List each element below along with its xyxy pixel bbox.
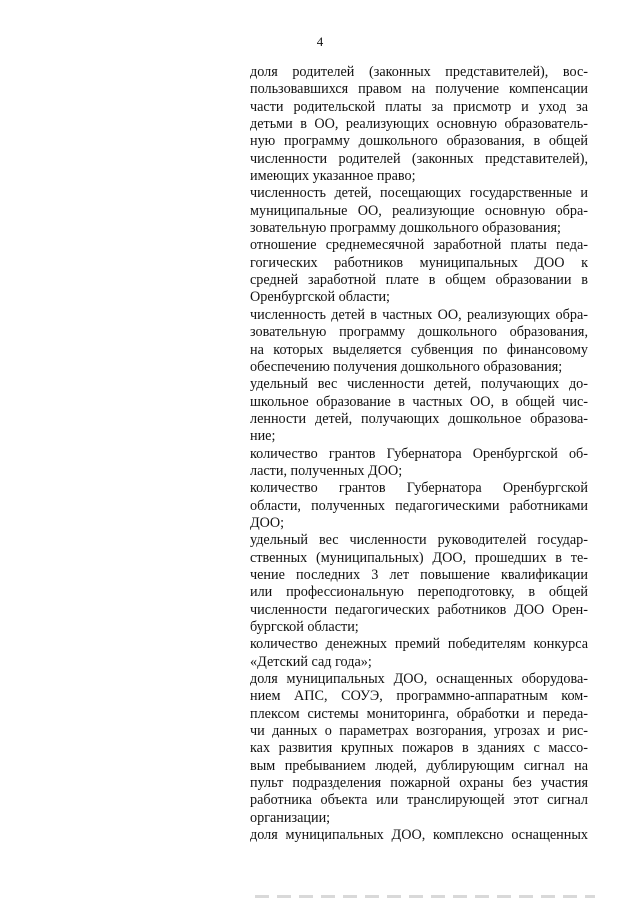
text-line: удельный вес численности детей, получающих до- — [250, 376, 588, 393]
text-line: ную программу дошкольного образования, в общей — [250, 133, 588, 150]
document-body — [250, 64, 588, 844]
text-line: имеющих указанное право; — [250, 168, 416, 185]
text-line: «Детский сад года»; — [250, 653, 372, 670]
text-line: удельный вес численности руководителей государ- — [250, 532, 588, 549]
text-line: чение последних 3 лет повышение квалификации — [250, 566, 588, 583]
text-line: плексом системы мониторинга, обработки и переда- — [250, 705, 588, 722]
text-line: численности родителей (законных представителей), — [250, 150, 588, 167]
text-line: Оренбургской области; — [250, 289, 390, 306]
text-line: отношение среднемесячной заработной платы педа- — [250, 237, 588, 254]
text-line: количество грантов Губернатора Оренбургской об- — [250, 445, 588, 462]
text-line: пульт подразделения пожарной охраны без участия — [250, 775, 588, 792]
text-line: школьное образование в частных ОО, в общей чис- — [250, 393, 588, 410]
text-line: численность детей в частных ОО, реализующих обра- — [250, 306, 588, 323]
text-line: численности педагогических работников ДОО Орен- — [250, 601, 588, 618]
text-line: зовательную программу дошкольного образования; — [250, 220, 561, 237]
text-line: или профессиональную переподготовку, в общей — [250, 584, 588, 601]
text-line: количество грантов Губернатора Оренбургской — [250, 480, 588, 497]
text-line: области, полученных педагогическими работниками — [250, 497, 588, 514]
text-line: ласти, полученных ДОО; — [250, 462, 403, 479]
text-line: доля муниципальных ДОО, оснащенных оборудова- — [250, 671, 588, 688]
text-line: средней заработной плате в общем образовании в — [250, 272, 588, 289]
text-line: на которых выделяется субвенция по финансовому — [250, 341, 588, 358]
text-line: нием АПС, СОУЭ, программно-аппаратным ком- — [250, 688, 588, 705]
text-line: чи данных о параметрах возгорания, угрозах и рис- — [250, 723, 588, 740]
text-line: численность детей, посещающих государственные и — [250, 185, 588, 202]
text-line: количество денежных премий победителям конкурса — [250, 636, 588, 653]
text-line: муниципальные ОО, реализующие основную обра- — [250, 202, 588, 219]
text-line: работника объекта или транслирующей этот сигнал — [250, 792, 588, 809]
text-line: вым пребыванием людей, дублирующим сигнал на — [250, 757, 588, 774]
text-line: детьми в ОО, реализующих основную образователь- — [250, 116, 588, 133]
text-lines — [250, 64, 588, 844]
text-line: гогических работников муниципальных ДОО к — [250, 254, 588, 271]
text-line: доля муниципальных ДОО, комплексно оснащенных — [250, 827, 588, 844]
text-line: ственных (муниципальных) ДОО, прошедших в те- — [250, 549, 588, 566]
text-line: организации; — [250, 809, 331, 826]
text-line: ках развития крупных пожаров в зданиях с массо- — [250, 740, 588, 757]
text-line: доля родителей (законных представителей), вос- — [250, 64, 588, 80]
text-line: части родительской платы за присмотр и уход за — [250, 98, 588, 115]
text-line: ние; — [250, 428, 276, 445]
text-line: зовательную программу дошкольного образования, — [250, 324, 588, 341]
text-line: бургской области; — [250, 619, 359, 635]
bottom-edge-artifact — [255, 895, 595, 898]
text-line: ДОО; — [250, 514, 285, 531]
text-line: пользовавшихся правом на получение компенсации — [250, 81, 588, 98]
page-number: 4 — [316, 34, 324, 49]
text-line: ленности детей, получающих дошкольное образова- — [250, 410, 588, 427]
text-line: обеспечению получения дошкольного образования; — [250, 358, 563, 375]
